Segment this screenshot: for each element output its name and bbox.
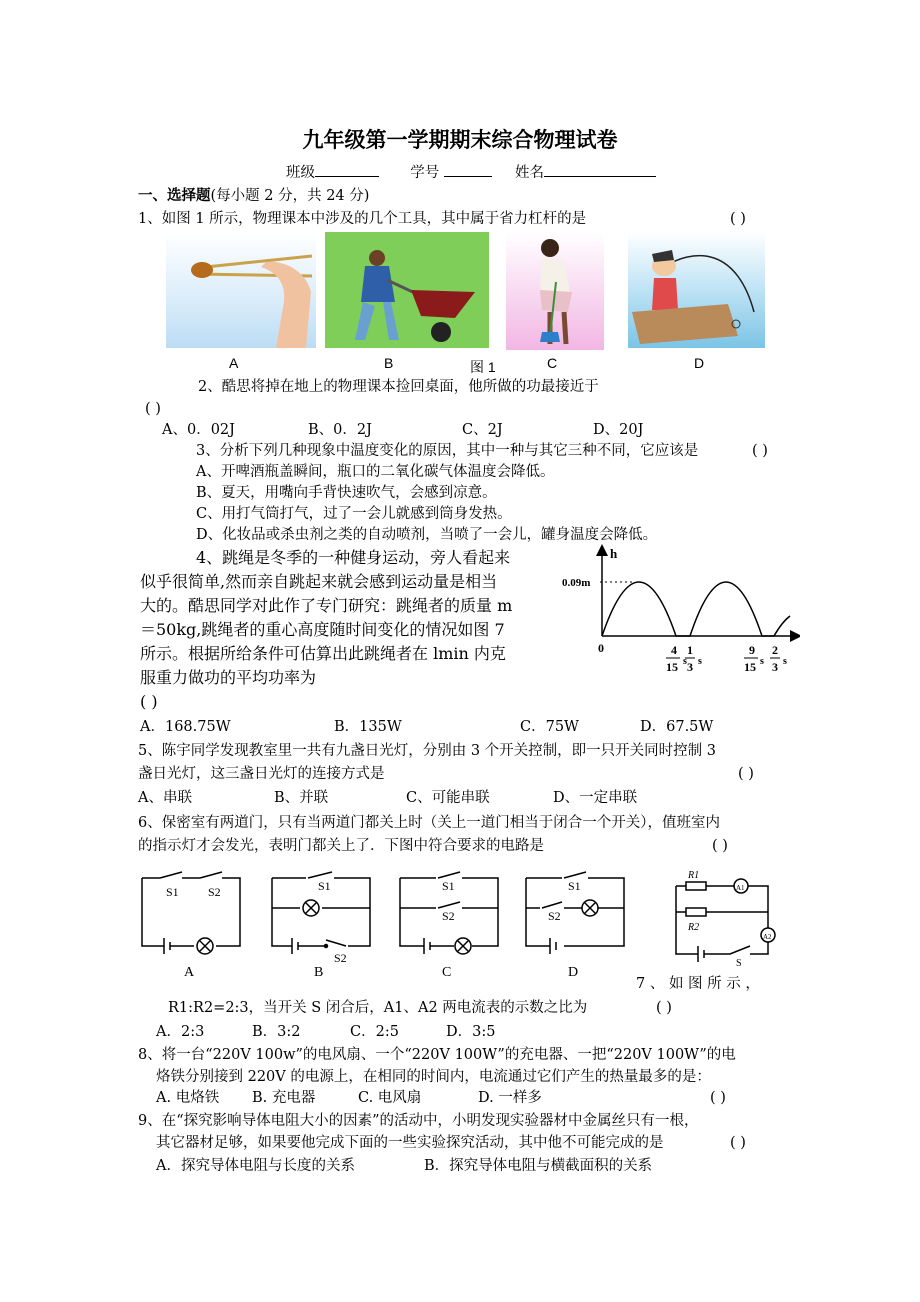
switch-s-label: S [736, 958, 742, 969]
q8-option-a[interactable]: A. 电烙铁 [156, 1090, 220, 1106]
tick-3-num: 9 [749, 643, 755, 657]
question-7-text: R1:R2=2:3，当开关 S 闭合后，A1、A2 两电流表的示数之比为 [168, 1000, 588, 1016]
a1-label: A1 [736, 884, 745, 892]
question-4-line-4: ＝50kg,跳绳者的重心高度随时间变化的情况如图 7 [140, 620, 505, 639]
peak-label: 0.09m [562, 577, 591, 589]
q5-option-b[interactable]: B、并联 [274, 790, 329, 806]
question-8-answer[interactable]: ( ) [710, 1090, 726, 1106]
circuit-b-s2-label: S2 [334, 951, 347, 965]
fishing-rod-icon [628, 232, 765, 348]
q9-option-b[interactable]: B．探究导体电阻与横截面积的关系 [424, 1158, 653, 1174]
height-time-graph [560, 544, 800, 684]
circuit-a-s1-label: S1 [166, 885, 179, 899]
tick-4-num: 2 [772, 643, 778, 657]
circuit-a-label: A [184, 965, 195, 980]
class-label: 班级 [286, 165, 315, 181]
wheelbarrow-image [325, 232, 489, 348]
tick-4-unit: s [783, 656, 787, 667]
student-info [286, 161, 656, 182]
q2-option-a[interactable]: A、0．02J [162, 422, 235, 438]
q7-option-b[interactable]: B．3:2 [252, 1024, 301, 1040]
q1-label-d: D [694, 355, 705, 371]
q3-option-b[interactable]: B、夏天，用嘴向手背快速吹气，会感到凉意。 [196, 485, 497, 501]
question-9-answer[interactable]: ( ) [730, 1135, 746, 1151]
name-label: 姓名 [515, 165, 545, 181]
circuit-d-label: D [568, 965, 579, 980]
tick-2-num: 1 [687, 643, 693, 657]
broom-icon [506, 232, 604, 350]
question-5-line-1: 5、陈宇同学发现教室里一共有九盏日光灯，分别由 3 个开关控制，即一只开关同时控制 3 [138, 743, 716, 759]
origin-label: 0 [598, 641, 604, 655]
figure-1-caption: 图 1 [470, 359, 496, 375]
q4-option-c[interactable]: C．75W [520, 719, 579, 735]
class-field[interactable] [315, 162, 379, 177]
tick-4-den: 3 [772, 660, 778, 674]
q3-option-a[interactable]: A、开啤酒瓶盖瞬间，瓶口的二氧化碳气体温度会降低。 [196, 464, 555, 480]
question-4-line-6: 服重力做功的平均功率为 [140, 668, 317, 687]
q7-option-c[interactable]: C．2:5 [350, 1024, 399, 1040]
q5-option-c[interactable]: C、可能串联 [406, 790, 490, 806]
question-5-line-2: 盏日光灯，这三盏日光灯的连接方式是 [138, 766, 385, 782]
tick-1-unit: s [683, 656, 687, 667]
a2-label: A2 [763, 933, 772, 941]
q2-option-b[interactable]: B、0．2J [308, 422, 372, 438]
r2-label: R2 [688, 922, 700, 933]
question-8-line-2: 烙铁分别接到 220V 的电源上，在相同的时间内，电流通过它们产生的热量最多的是： [156, 1069, 711, 1085]
question-6-line-2: 的指示灯才会发光，表明门都关上了．下图中符合要求的电路是 [138, 838, 544, 854]
question-5-answer[interactable]: ( ) [738, 766, 754, 782]
circuit-options [136, 862, 636, 984]
question-2-text: 2、酷思将掉在地上的物理课本捡回桌面，他所做的功最接近于 [198, 379, 599, 395]
circuit-c-label: C [442, 965, 452, 980]
tick-1-den: 15 [666, 660, 678, 674]
circuit-c-s2-label: S2 [442, 909, 455, 923]
question-1-answer[interactable]: ( ) [730, 211, 746, 227]
broom-image [506, 232, 604, 350]
tick-3-unit: s [760, 656, 764, 667]
q9-option-a[interactable]: A．探究导体电阻与长度的关系 [156, 1158, 355, 1174]
q1-label-a: A [229, 355, 239, 371]
circuit-a-s2-label: S2 [208, 885, 221, 899]
q7-option-d[interactable]: D．3:5 [446, 1024, 496, 1040]
tick-2-unit: s [698, 656, 702, 667]
id-label: 学号 [410, 165, 440, 181]
circuit-d-s2-label: S2 [548, 909, 561, 923]
q8-option-b[interactable]: B. 充电器 [252, 1090, 316, 1106]
chopsticks-image [166, 232, 316, 348]
q4-option-b[interactable]: B．135W [334, 719, 402, 735]
name-field[interactable] [544, 162, 656, 177]
question-7-prefix: 7 、 如 图 所 示 ， [636, 976, 760, 992]
r1-label: R1 [688, 870, 700, 881]
section-heading: 一、选择题(每小题 2 分，共 24 分) [138, 187, 370, 204]
page-title: 九年级第一学期期末综合物理试卷 [302, 127, 618, 152]
circuit-c-s1-label: S1 [442, 879, 455, 893]
q4-option-a[interactable]: A．168.75W [140, 719, 231, 735]
q7-option-a[interactable]: A．2:3 [156, 1024, 205, 1040]
q1-label-b: B [384, 355, 394, 371]
circuit-a[interactable] [142, 872, 240, 954]
question-1-text: 1、如图 1 所示，物理课本中涉及的几个工具，其中属于省力杠杆的是 [138, 211, 587, 227]
t-axis-label: t [790, 629, 794, 643]
question-2-answer[interactable]: ( ) [145, 401, 161, 417]
question-4-line-2: 似乎很简单,然而亲自跳起来就会感到运动量是相当 [140, 572, 498, 591]
question-9-line-1: 9、在“探究影响导体电阻大小的因素”的活动中，小明发现实验器材中金属丝只有一根， [138, 1113, 699, 1129]
question-4-answer[interactable]: ( ) [140, 692, 158, 711]
wheelbarrow-icon [325, 232, 489, 348]
q3-option-c[interactable]: C、用打气筒打气，过了一会儿就感到筒身发热。 [196, 506, 512, 522]
circuit-d-s1-label: S1 [568, 879, 581, 893]
fishing-image [628, 232, 765, 348]
question-9-line-2: 其它器材足够，如果要他完成下面的一些实验探究活动，其中他不可能完成的是 [156, 1135, 664, 1151]
id-field[interactable] [444, 162, 492, 177]
question-3-answer[interactable]: ( ) [752, 443, 768, 459]
q5-option-a[interactable]: A、串联 [138, 790, 192, 806]
circuit-b-label: B [314, 965, 324, 980]
question-6-answer[interactable]: ( ) [712, 838, 728, 854]
question-3-text: 3、分析下列几种现象中温度变化的原因，其中一种与其它三种不同，它应该是 [196, 443, 699, 459]
question-4-line-3: 大的。酷思同学对此作了专门研究：跳绳者的质量 m [140, 596, 513, 615]
q5-option-d[interactable]: D、一定串联 [553, 790, 638, 806]
question-6-line-1: 6、保密室有两道门，只有当两道门都关上时（关上一道门相当于闭合一个开关），值班室内 [138, 815, 720, 831]
tick-3-den: 15 [744, 660, 756, 674]
question-7-answer[interactable]: ( ) [656, 1000, 672, 1016]
chopsticks-icon [166, 232, 316, 348]
q8-option-d[interactable]: D. 一样多 [478, 1090, 542, 1106]
question-4-line-5: 所示。根据所给条件可估算出此跳绳者在 lmin 内克 [140, 644, 506, 663]
q4-option-d[interactable]: D．67.5W [640, 719, 714, 735]
h-axis-label: h [610, 546, 618, 561]
q3-option-d[interactable]: D、化妆品或杀虫剂之类的自动喷剂，当喷了一会儿，罐身温度会降低。 [196, 527, 658, 543]
jump-curve [602, 582, 790, 636]
tick-2-den: 3 [687, 660, 693, 674]
q8-option-c[interactable]: C. 电风扇 [358, 1090, 422, 1106]
q2-option-d[interactable]: D、20J [593, 422, 644, 438]
tick-1-num: 4 [671, 643, 677, 657]
question-4-line-1: 4、跳绳是冬季的一种健身运动，旁人看起来 [196, 548, 511, 567]
q1-label-c: C [547, 355, 558, 371]
circuit-b-s1-label: S1 [318, 879, 331, 893]
q2-option-c[interactable]: C、2J [462, 422, 503, 438]
q7-circuit [664, 862, 784, 970]
question-8-line-1: 8、将一台“220V 100w”的电风扇、一个“220V 100W”的充电器、一把“220V 100W”的电 [138, 1047, 736, 1063]
